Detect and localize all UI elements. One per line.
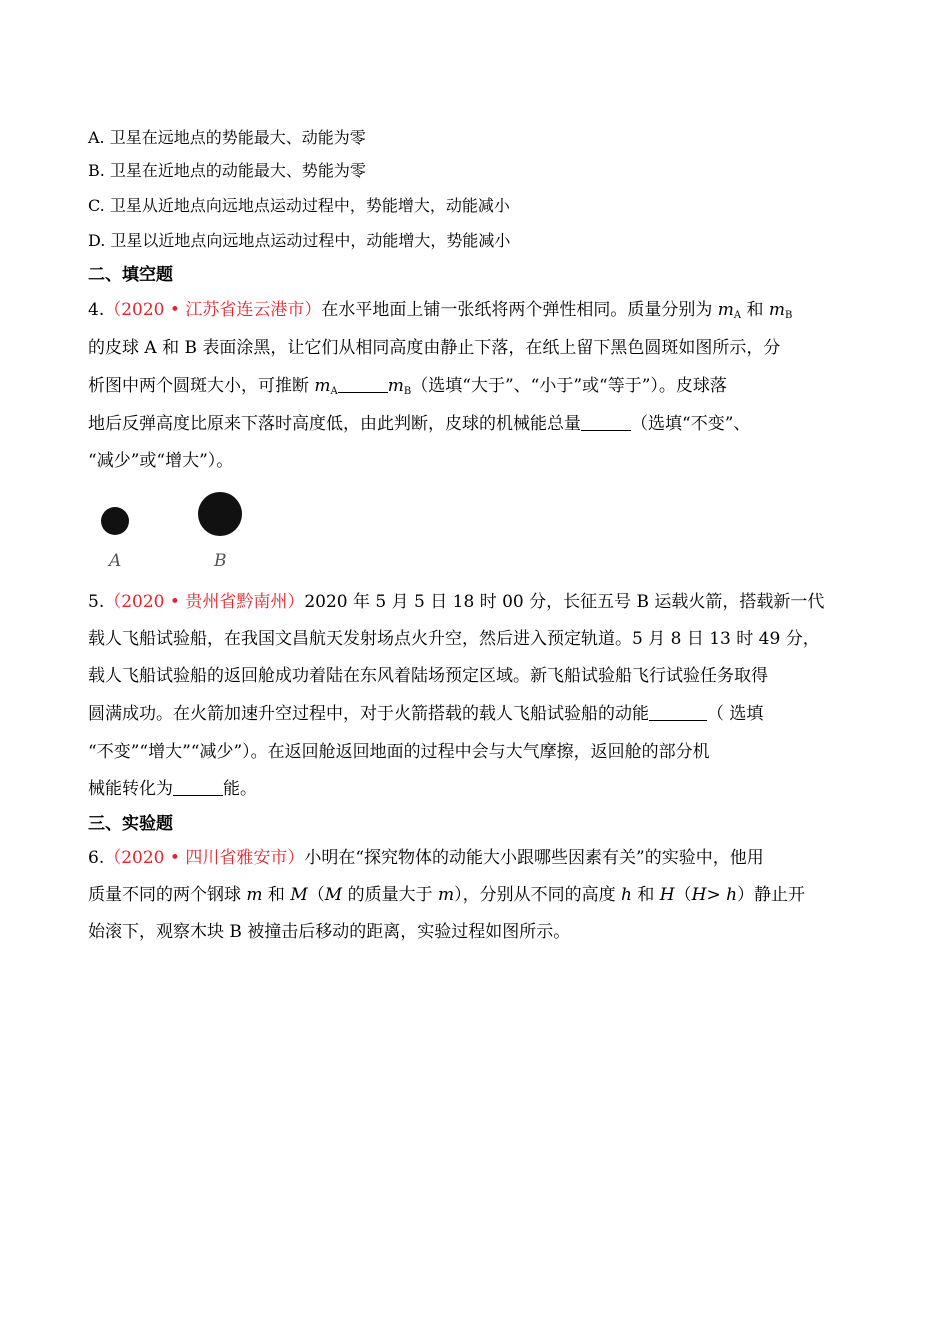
q5-source: （2020 • 贵州省黔南州） <box>104 592 305 612</box>
q5-line-6: 械能转化为 能。 <box>88 779 257 799</box>
q4-number: 4. <box>88 300 105 320</box>
section-fill-blank-heading: 二、填空题 <box>88 265 173 285</box>
q4-spots-figure <box>96 488 256 574</box>
option-a: A. 卫星在远地点的势能最大、动能为零 <box>88 128 366 147</box>
q5-line-4: 圆满成功。在火箭加速升空过程中，对于火箭搭载的载人飞船试验船的动能 （ 选填 <box>88 704 764 724</box>
q5-number: 5. <box>88 592 105 612</box>
q5-line-5: “不变”“增大”“减少”）。在返回舱返回地面的过程中会与大气摩擦，返回舱的部分机 <box>88 742 710 762</box>
q4-line-2: 的皮球 A 和 B 表面涂黑，让它们从相同高度由静止下落，在纸上留下黑色圆斑如图所示，分 <box>88 338 781 358</box>
option-c: C. 卫星从近地点向远地点运动过程中，势能增大，动能减小 <box>88 196 510 215</box>
q6-line-3: 始滚下，观察木块 B 被撞击后移动的距离，实验过程如图所示。 <box>88 922 571 942</box>
spot-a-label: A <box>109 551 122 571</box>
q5-blank-1[interactable] <box>649 705 707 721</box>
q6-number: 6. <box>88 848 105 868</box>
q4-source: （2020 • 江苏省连云港市） <box>104 300 322 320</box>
q5-line-2: 载人飞船试验船，在我国文昌航天发射场点火升空，然后进入预定轨道。5 月 8 日 13 时 49 分， <box>88 629 820 649</box>
spot-b <box>198 492 242 536</box>
spot-b-label: B <box>214 551 227 571</box>
q4-line-1: 4.（2020 • 江苏省连云港市）在水平地面上铺一张纸将两个弹性相同。质量分别为 $m_A$ 和 $m_B$ <box>88 300 793 321</box>
q6-line-1: 6.（2020 • 四川省雅安市）小明在“探究物体的动能大小跟哪些因素有关”的实验中，他用 <box>88 848 764 868</box>
q5-line-1: 5.（2020 • 贵州省黔南州）2020 年 5 月 5 日 18 时 00 分，长征五号 B 运载火箭，搭载新一代 <box>88 592 825 612</box>
option-d: D. 卫星以近地点向远地点运动过程中，动能增大，势能减小 <box>88 231 511 250</box>
q5-line-3: 载人飞船试验船的返回舱成功着陆在东风着陆场预定区域。新飞船试验船飞行试验任务取得 <box>88 666 768 686</box>
q4-line-5: “减少”或“增大”）。 <box>88 451 234 471</box>
q5-blank-2[interactable] <box>173 780 223 796</box>
option-b: B. 卫星在近地点的动能最大、势能为零 <box>88 161 366 180</box>
q4-line-3: 析图中两个圆斑大小，可推断 $m_A$ $m_B$（选填“大于”、“小于”或“等于”）。皮球落 <box>88 376 727 397</box>
section-experiment-heading: 三、实验题 <box>88 814 173 834</box>
spot-a <box>101 507 129 535</box>
q4-blank-2[interactable] <box>581 415 631 431</box>
q4-blank-1[interactable] <box>338 377 388 393</box>
q6-line-2: 质量不同的两个钢球 m 和 M（M 的质量大于 m），分别从不同的高度 h 和 H（H> h）静止开 <box>88 885 806 905</box>
q4-line-4: 地后反弹高度比原来下落时高度低，由此判断，皮球的机械能总量 （选填“不变”、 <box>88 414 751 434</box>
q6-source: （2020 • 四川省雅安市） <box>104 848 305 868</box>
